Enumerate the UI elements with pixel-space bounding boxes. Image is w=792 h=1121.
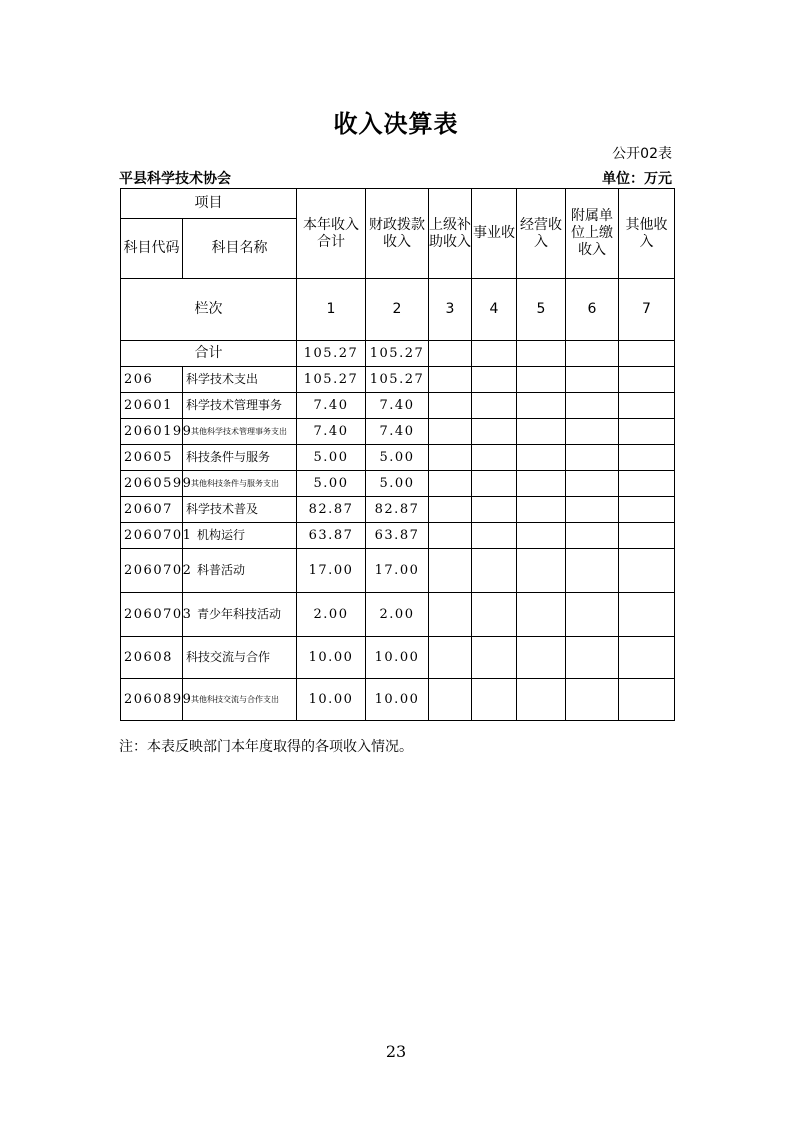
header-col1: 本年收入合计: [297, 189, 366, 279]
row-name: 其他科学技术管理事务支出: [183, 419, 297, 445]
col-index: 7: [619, 279, 675, 341]
header-col2: 财政拨款收入: [366, 189, 429, 279]
header-code: 科目代码: [121, 219, 183, 279]
row-name: 科技交流与合作: [183, 637, 297, 679]
header-name: 科目名称: [183, 219, 297, 279]
header-col5: 经营收入: [517, 189, 566, 279]
col-index: 1: [297, 279, 366, 341]
row-name: 其他科技交流与合作支出: [183, 679, 297, 721]
row-code: 20605: [121, 445, 183, 471]
header-col3: 上级补助收入: [429, 189, 472, 279]
row-c2: 5.00: [366, 471, 429, 497]
row-code: 20608: [121, 637, 183, 679]
row-code: 2060199: [121, 419, 183, 445]
row-name: 科技条件与服务: [183, 445, 297, 471]
row-code: 2060599: [121, 471, 183, 497]
col-index: 4: [472, 279, 517, 341]
row-code: 2060702: [121, 549, 183, 593]
total-c1: 105.27: [297, 341, 366, 367]
row-c1: 5.00: [297, 471, 366, 497]
row-c1: 63.87: [297, 523, 366, 549]
row-c1: 2.00: [297, 593, 366, 637]
row-c2: 10.00: [366, 637, 429, 679]
header-project: 项目: [121, 189, 297, 219]
col-index: 3: [429, 279, 472, 341]
col-index-label: 栏次: [121, 279, 297, 341]
table-row: [121, 497, 675, 523]
row-name: 青少年科技活动: [183, 593, 297, 637]
table-row: [121, 523, 675, 549]
table-row: [121, 593, 675, 637]
table-row: [121, 419, 675, 445]
row-c2: 2.00: [366, 593, 429, 637]
col-index: 6: [566, 279, 619, 341]
unit-label: 单位：万元: [602, 171, 672, 187]
row-name: 科普活动: [183, 549, 297, 593]
row-c1: 105.27: [297, 367, 366, 393]
row-code: 20607: [121, 497, 183, 523]
row-c1: 82.87: [297, 497, 366, 523]
total-c2: 105.27: [366, 341, 429, 367]
row-name: 机构运行: [183, 523, 297, 549]
row-code: 20601: [121, 393, 183, 419]
total-label: 合计: [121, 341, 297, 367]
row-name: 科学技术支出: [183, 367, 297, 393]
table-row: [121, 549, 675, 593]
row-code: 2060703: [121, 593, 183, 637]
table-row: [121, 393, 675, 419]
row-c1: 17.00: [297, 549, 366, 593]
row-code: 2060899: [121, 679, 183, 721]
row-c2: 10.00: [366, 679, 429, 721]
table-row: [121, 637, 675, 679]
header-col6: 附属单位上缴收入: [566, 189, 619, 279]
row-c2: 82.87: [366, 497, 429, 523]
header-col4: 事业收: [472, 189, 517, 279]
row-name: 科学技术普及: [183, 497, 297, 523]
organization-name: 平县科学技术协会: [119, 171, 231, 187]
page-number: 23: [385, 1042, 407, 1061]
table-row: [121, 471, 675, 497]
row-c2: 63.87: [366, 523, 429, 549]
footnote: 注：本表反映部门本年度取得的各项收入情况。: [119, 739, 413, 755]
page-title: 收入决算表: [333, 110, 459, 138]
form-number: 公开02表: [612, 146, 672, 162]
row-c2: 7.40: [366, 419, 429, 445]
header-col7: 其他收入: [619, 189, 675, 279]
row-c1: 10.00: [297, 637, 366, 679]
table-row: [121, 445, 675, 471]
total-row: [121, 341, 675, 367]
row-name: 其他科技条件与服务支出: [183, 471, 297, 497]
income-table: [120, 188, 675, 721]
row-c1: 7.40: [297, 393, 366, 419]
table-row: [121, 679, 675, 721]
row-code: 206: [121, 367, 183, 393]
col-index: 2: [366, 279, 429, 341]
row-c1: 7.40: [297, 419, 366, 445]
col-index: 5: [517, 279, 566, 341]
row-c1: 10.00: [297, 679, 366, 721]
row-c2: 105.27: [366, 367, 429, 393]
row-c2: 7.40: [366, 393, 429, 419]
row-c2: 5.00: [366, 445, 429, 471]
row-code: 2060701: [121, 523, 183, 549]
row-name: 科学技术管理事务: [183, 393, 297, 419]
row-c2: 17.00: [366, 549, 429, 593]
row-c1: 5.00: [297, 445, 366, 471]
table-row: [121, 367, 675, 393]
